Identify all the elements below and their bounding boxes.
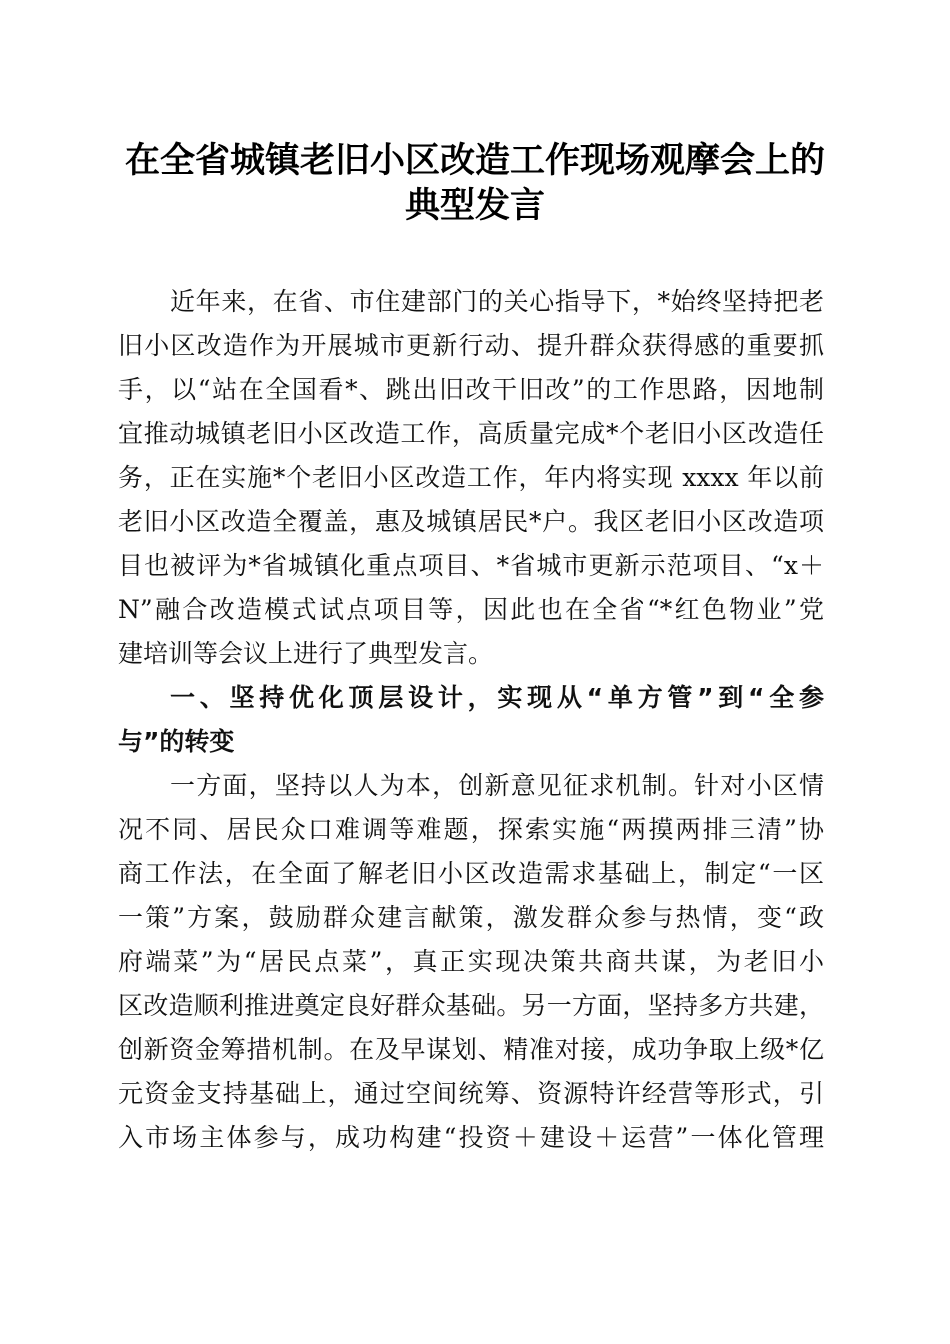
title-line: 在全省城镇老旧小区改造工作现场观摩会上的 bbox=[124, 140, 825, 181]
title-line: 典型发言 bbox=[404, 185, 545, 226]
text-line: 况不同、居民众口难调等难题，探索实施“两摸两排三清”协 bbox=[118, 815, 824, 844]
text-line: N”融合改造模式试点项目等，因此也在全省“*红色物业”党 bbox=[118, 595, 824, 624]
text-line: 旧小区改造作为开展城市更新行动、提升群众获得感的重要抓 bbox=[118, 331, 824, 360]
text-line: 入市场主体参与，成功构建“投资＋建设＋运营”一体化管理 bbox=[118, 1123, 824, 1152]
text-line: 与”的转变 bbox=[118, 727, 235, 756]
section-heading bbox=[118, 676, 824, 764]
text-line: 元资金支持基础上，通过空间统筹、资源特许经营等形式，引 bbox=[118, 1079, 824, 1108]
text-line: 建培训等会议上进行了典型发言。 bbox=[118, 639, 494, 668]
paragraph bbox=[118, 764, 824, 1160]
text-line: 务，正在实施*个老旧小区改造工作，年内将实现 xxxx 年以前 bbox=[118, 463, 824, 492]
text-line: 目也被评为*省城镇化重点项目、*省城市更新示范项目、“x＋ bbox=[118, 551, 824, 580]
text-line: 一方面，坚持以人为本，创新意见征求机制。针对小区情 bbox=[170, 771, 824, 800]
text-line: 手，以“站在全国看*、跳出旧改干旧改”的工作思路，因地制 bbox=[118, 375, 824, 404]
text-line: 区改造顺利推进奠定良好群众基础。另一方面，坚持多方共建， bbox=[118, 991, 824, 1020]
text-line: 老旧小区改造全覆盖，惠及城镇居民*户。我区老旧小区改造项 bbox=[118, 507, 824, 536]
paragraph bbox=[118, 280, 824, 676]
text-line: 一策”方案，鼓励群众建言献策，激发群众参与热情，变“政 bbox=[118, 903, 824, 932]
text-line: 府端菜”为“居民点菜”，真正实现决策共商共谋，为老旧小 bbox=[118, 947, 824, 976]
text-line: 商工作法，在全面了解老旧小区改造需求基础上，制定“一区 bbox=[118, 859, 824, 888]
document-title bbox=[100, 138, 850, 228]
text-line: 一、坚持优化顶层设计，实现从“单方管”到“全参 bbox=[170, 683, 824, 712]
document-body bbox=[118, 280, 824, 1160]
text-line: 创新资金筹措机制。在及早谋划、精准对接，成功争取上级*亿 bbox=[118, 1035, 824, 1064]
text-line: 宜推动城镇老旧小区改造工作，高质量完成*个老旧小区改造任 bbox=[118, 419, 824, 448]
text-line: 近年来，在省、市住建部门的关心指导下，*始终坚持把老 bbox=[170, 287, 824, 316]
